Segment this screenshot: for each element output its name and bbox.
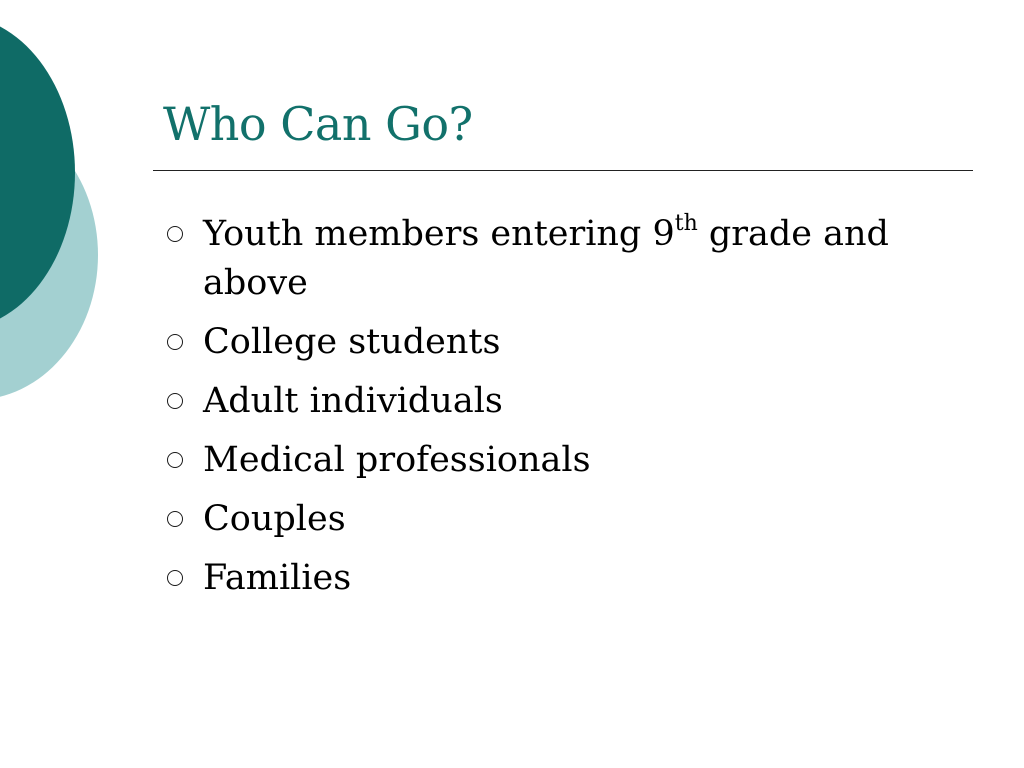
hollow-circle-icon bbox=[167, 511, 183, 527]
list-item bbox=[165, 436, 935, 485]
bullet-text-main: Youth members entering 9 bbox=[203, 214, 675, 254]
bullet-text: Adult individuals bbox=[203, 381, 503, 421]
list-item bbox=[165, 318, 935, 367]
bullet-text bbox=[203, 211, 889, 303]
hollow-circle-icon bbox=[167, 334, 183, 350]
list-item bbox=[165, 554, 935, 603]
list-item bbox=[165, 495, 935, 544]
bullet-text: Families bbox=[203, 558, 352, 598]
ordinal-superscript: th bbox=[674, 211, 698, 237]
bullet-text-continued: grade and above bbox=[203, 214, 889, 303]
hollow-circle-icon bbox=[167, 570, 183, 586]
slide-title: Who Can Go? bbox=[163, 97, 473, 151]
bullet-text: Medical professionals bbox=[203, 440, 591, 480]
hollow-circle-icon bbox=[167, 452, 183, 468]
title-divider bbox=[153, 170, 973, 171]
list-item bbox=[165, 210, 935, 308]
bullet-text: Couples bbox=[203, 499, 346, 539]
bullet-list bbox=[165, 210, 935, 613]
bullet-text: College students bbox=[203, 322, 501, 362]
hollow-circle-icon bbox=[167, 393, 183, 409]
list-item bbox=[165, 377, 935, 426]
hollow-circle-icon bbox=[167, 226, 183, 242]
